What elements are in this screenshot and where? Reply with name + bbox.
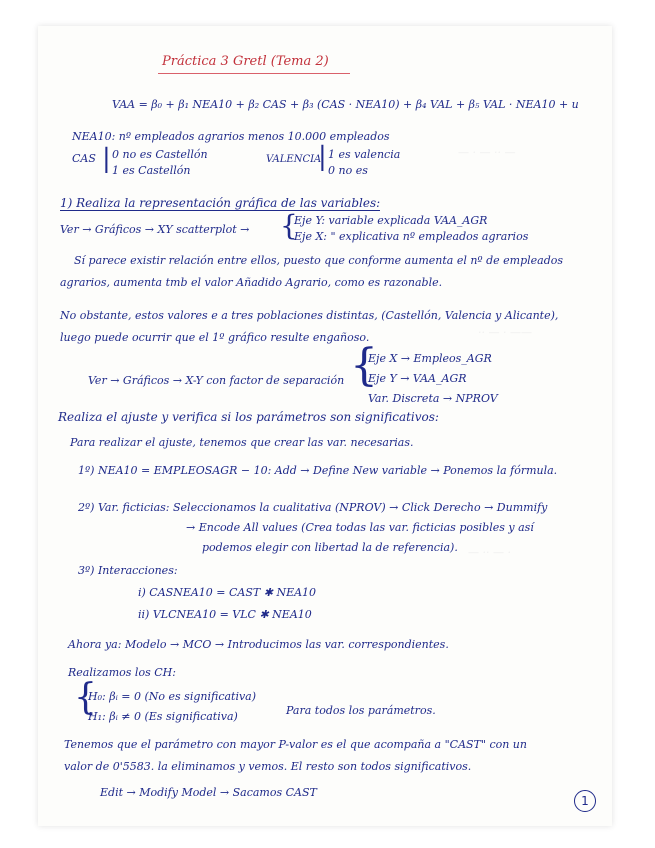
eje-y-label: Eje Y: variable explicada VAA_AGR xyxy=(294,214,488,227)
ch-h0: H₀: βᵢ = 0 (No es significativa) xyxy=(88,690,257,703)
step3-ii: ii) VLCNEA10 = VLC ✱ NEA10 xyxy=(138,608,312,621)
model-line: Ahora ya: Modelo → MCO → Introducimos las var. correspondientes. xyxy=(68,638,449,651)
valencia-0: 0 no es xyxy=(328,164,368,177)
ch-h1: H₁: βᵢ ≠ 0 (Es significativa) xyxy=(88,710,238,723)
paragraph-line: agrarios, aumenta tmb el valor Añadido Agrario, como es razonable. xyxy=(60,276,443,289)
factor-discreta: Var. Discreta → NPROV xyxy=(368,392,498,405)
bleed-through-text: — · — ·· — xyxy=(458,146,516,159)
brace-icon: { xyxy=(280,209,298,242)
step2-line: → Encode All values (Crea todas las var. ficticias posibles y así xyxy=(186,521,534,534)
paragraph-line: No obstante, estos valores e a tres poblaciones distintas, (Castellón, Valencia y Alicante), xyxy=(60,309,559,322)
section2-heading: Realiza el ajuste y verifica si los parámetros son significativos: xyxy=(58,410,439,424)
step2-line: 2º) Var. ficticias: Seleccionamos la cualitativa (NPROV) → Click Derecho → Dummify xyxy=(78,501,548,514)
valencia-label: VALENCIA xyxy=(266,154,322,165)
section1-heading: 1) Realiza la representación gráfica de las variables: xyxy=(60,196,381,210)
cas-0: 0 no es Castellón xyxy=(112,148,208,161)
brace-icon: | xyxy=(102,144,111,174)
conclusion-line: Tenemos que el parámetro con mayor P-valor es el que acompaña a "CAST" con un xyxy=(64,738,527,751)
scatter-menu-path: Ver → Gráficos → XY scatterplot → xyxy=(60,223,250,236)
notebook-page xyxy=(38,26,612,826)
brace-icon: { xyxy=(74,677,97,718)
factor-eje-x: Eje X → Empleos_AGR xyxy=(368,352,492,365)
factor-menu-path: Ver → Gráficos → X-Y con factor de separación xyxy=(88,374,345,387)
conclusion-line: valor de 0'5583. la eliminamos y vemos. El resto son todos significativos. xyxy=(64,760,472,773)
page-title: Práctica 3 Gretl (Tema 2) xyxy=(162,54,329,69)
bleed-through-text: ·· — · —— xyxy=(478,326,532,339)
brace-icon: | xyxy=(318,142,327,172)
step3: 3º) Interacciones: xyxy=(78,564,178,577)
brace-icon: { xyxy=(350,340,378,391)
paragraph-line: luego puede ocurrir que el 1º gráfico resulte engañoso. xyxy=(60,331,370,344)
step1: 1º) NEA10 = EMPLEOSAGR − 10: Add → Define New variable → Ponemos la fórmula. xyxy=(78,464,558,477)
paragraph-line: Sí parece existir relación entre ellos, puesto que conforme aumenta el nº de empleados xyxy=(74,254,564,267)
title-underline xyxy=(158,73,350,74)
eje-x-label: Eje X: " explicativa nº empleados agrarios xyxy=(294,230,529,243)
section2-intro: Para realizar el ajuste, tenemos que crear las var. necesarias. xyxy=(70,436,414,449)
cas-label: CAS xyxy=(72,152,96,165)
regression-equation: VAA = β₀ + β₁ NEA10 + β₂ CAS + β₃ (CAS · NEA10) + β₄ VAL + β₅ VAL · NEA10 + u xyxy=(112,98,579,111)
step3-i: i) CASNEA10 = CAST ✱ NEA10 xyxy=(138,586,317,599)
cas-1: 1 es Castellón xyxy=(112,164,191,177)
definition-neaio: NEA10: nº empleados agrarios menos 10.000 empleados xyxy=(72,130,390,143)
page-number: 1 xyxy=(574,790,596,812)
edit-path: Edit → Modify Model → Sacamos CAST xyxy=(100,786,317,799)
valencia-1: 1 es valencia xyxy=(328,148,401,161)
ch-note: Para todos los parámetros. xyxy=(286,704,436,717)
factor-eje-y: Eje Y → VAA_AGR xyxy=(368,372,467,385)
ch-heading: Realizamos los CH: xyxy=(68,666,176,679)
step2-line: podemos elegir con libertad la de referencia). xyxy=(202,541,458,554)
bleed-through-text: — ·· — · xyxy=(468,546,511,559)
